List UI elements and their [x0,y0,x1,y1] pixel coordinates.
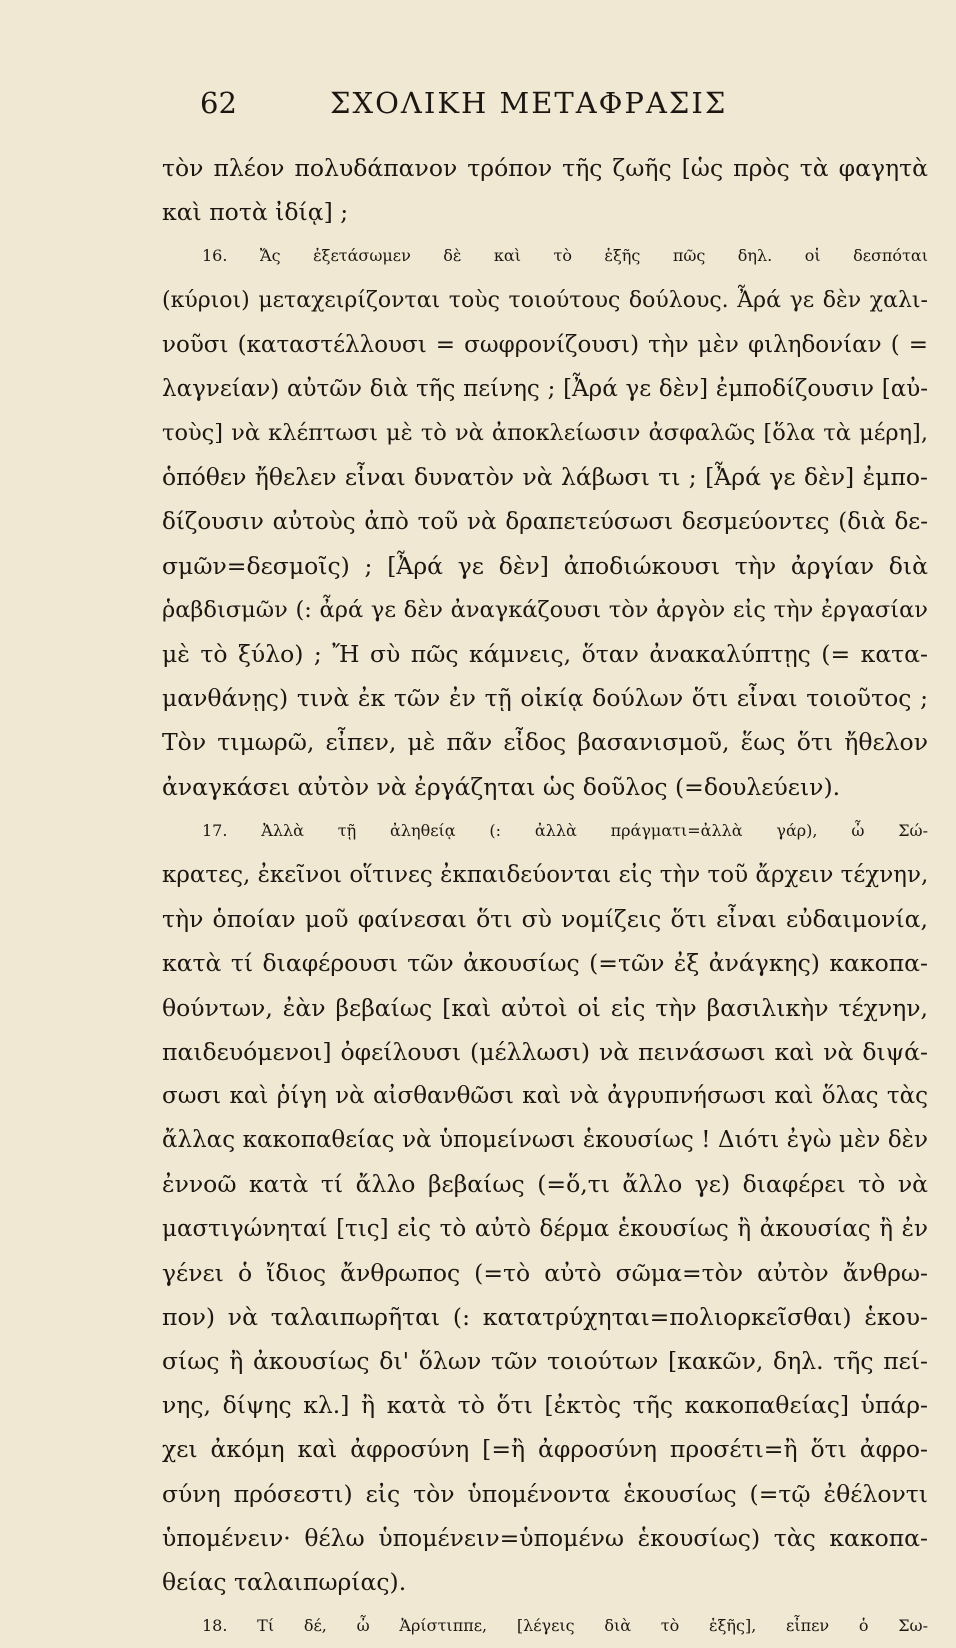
text-line: γένει ὁ ἴδιος ἄνθρωπος (=τὸ αὐτὸ σῶμα=τὸν αὐτὸν ἄνθρω- [162,1258,928,1287]
text-line: πον) νὰ ταλαιπωρῆται (: κατατρύχηται=πολιορκεῖσθαι) ἑκου- [162,1302,928,1331]
text-line: ὁπόθεν ἤθελεν εἶναι δυνατὸν νὰ λάβωσι τι ; [Ἆρά γε δὲν] ἐμπο- [162,463,928,492]
text-line: κατὰ τί διαφέρουσι τῶν ἀκουσίως (=τῶν ἐξ ἀνάγκης) κακοπα- [162,949,928,978]
text-line: σμῶν=δεσμοῖς) ; [Ἆρά γε δὲν] ἀποδιώκουσι τὴν ἀργίαν διὰ [162,551,928,580]
text-line: νοῦσι (καταστέλλουσι = σωφρονίζουσι) τὴν μὲν φιληδονίαν ( = [162,331,928,358]
text-line: 16. Ἄς ἐξετάσωμεν δὲ καὶ τὸ ἑξῆς πῶς δηλ. οἱ δεσπόται [202,246,928,266]
body-text [162,146,928,1648]
text-line: μαστιγώνηταί [τις] εἰς τὸ αὐτὸ δέρμα ἑκουσίως ἢ ἀκουσίας ἢ ἐν [162,1215,928,1242]
text-line: ὑπομένειν· θέλω ὑπομένειν=ὑπομένω ἑκουσίως) τὰς κακοπα- [162,1523,928,1552]
text-line: νης, δίψης κλ.] ἢ κατὰ τὸ ὅτι [ἐκτὸς τῆς κακοπαθείας] ὑπάρ- [162,1391,928,1420]
text-line: ἐννοῶ κατὰ τί ἄλλο βεβαίως (=ὅ,τι ἄλλο γε) διαφέρει τὸ νὰ [162,1170,928,1199]
text-line: τὸν πλέον πολυδάπανον τρόπον τῆς ζωῆς [ὡς πρὸς τὰ φαγητὰ [162,154,928,182]
text-line: μανθάνῃς) τινὰ ἐκ τῶν ἐν τῇ οἰκίᾳ δούλων ὅτι εἶναι τοιοῦτος ; [162,684,928,713]
text-line: (κύριοι) μεταχειρίζονται τοὺς τοιούτους δούλους. Ἆρά γε δὲν χαλι- [162,287,928,313]
text-line: ἄλλας κακοπαθείας νὰ ὑπομείνωσι ἑκουσίως ! Διότι ἐγὼ μὲν δὲν [162,1127,928,1154]
text-line: 18. Τί δέ, ὦ Ἀρίστιππε, [λέγεις διὰ τὸ ἑξῆς], εἶπεν ὁ Σω- [202,1616,928,1636]
text-line: Τὸν τιμωρῶ, εἶπεν, μὲ πᾶν εἶδος βασανισμοῦ, ἕως ὅτι ἤθελον [162,728,928,757]
page-number: 62 [200,86,237,120]
text-line: ῥαβδισμῶν (: ἆρά γε δὲν ἀναγκάζουσι τὸν ἀργὸν εἰς τὴν ἐργασίαν [162,596,928,623]
text-line: σίως ἢ ἀκουσίως δι' ὅλων τῶν τοιούτων [κακῶν, δηλ. τῆς πεί- [162,1347,928,1376]
text-line: κρατες, ἐκεῖνοι οἵτινες ἐκπαιδεύονται εἰς τὴν τοῦ ἄρχειν τέχνην, [162,862,929,888]
running-head: ΣΧΟΛΙΚΗ ΜΕΤΑΦΡΑΣΙΣ [330,86,728,120]
text-line: δίζουσιν αὐτοὺς ἀπὸ τοῦ νὰ δραπετεύσωσι δεσμεύοντες (διὰ δε- [162,508,928,535]
text-line: ἀναγκάσει αὐτὸν νὰ ἐργάζηται ὡς δοῦλος (=δουλεύειν). [162,772,841,801]
text-line: καὶ ποτὰ ἰδίᾳ] ; [162,198,349,227]
text-line: μὲ τὸ ξύλο) ; Ἤ σὺ πῶς κάμνεις, ὅταν ἀνακαλύπτῃς (= κατα- [162,640,928,669]
text-line: θείας ταλαιπωρίας). [162,1568,407,1596]
text-line: τὴν ὁποίαν μοῦ φαίνεσαι ὅτι σὺ νομίζεις ὅτι εἶναι εὐδαιμονία, [162,905,928,934]
text-line: 17. Ἀλλὰ τῇ ἀληθείᾳ (: ἀλλὰ πράγματι=ἀλλὰ γάρ), ὦ Σώ- [202,820,928,840]
text-line: σωσι καὶ ῥίγη νὰ αἰσθανθῶσι καὶ νὰ ἀγρυπνήσωσι καὶ ὅλας τὰς [162,1082,928,1109]
text-line: λαγνείαν) αὐτῶν διὰ τῆς πείνης ; [Ἆρά γε δὲν] ἐμποδίζουσιν [αὐ- [162,375,928,402]
text-line: θούντων, ἐὰν βεβαίως [καὶ αὐτοὶ οἱ εἰς τὴν βασιλικὴν τέχνην, [162,993,928,1022]
text-line: χει ἀκόμη καὶ ἀφροσύνη [=ἢ ἀφροσύνη προσέτι=ἢ ὅτι ἀφρο- [162,1435,928,1464]
text-line: σύνη πρόσεστι) εἰς τὸν ὑπομένοντα ἑκουσίως (=τῷ ἐθέλοντι [162,1479,928,1508]
page-header [160,86,800,126]
text-line: παιδευόμενοι] ὀφείλουσι (μέλλωσι) νὰ πεινάσωσι καὶ νὰ διψά- [162,1037,928,1066]
text-line: τοὺς] νὰ κλέπτωσι μὲ τὸ νὰ ἀποκλείωσιν ἀσφαλῶς [ὅλα τὰ μέρη], [162,420,928,447]
